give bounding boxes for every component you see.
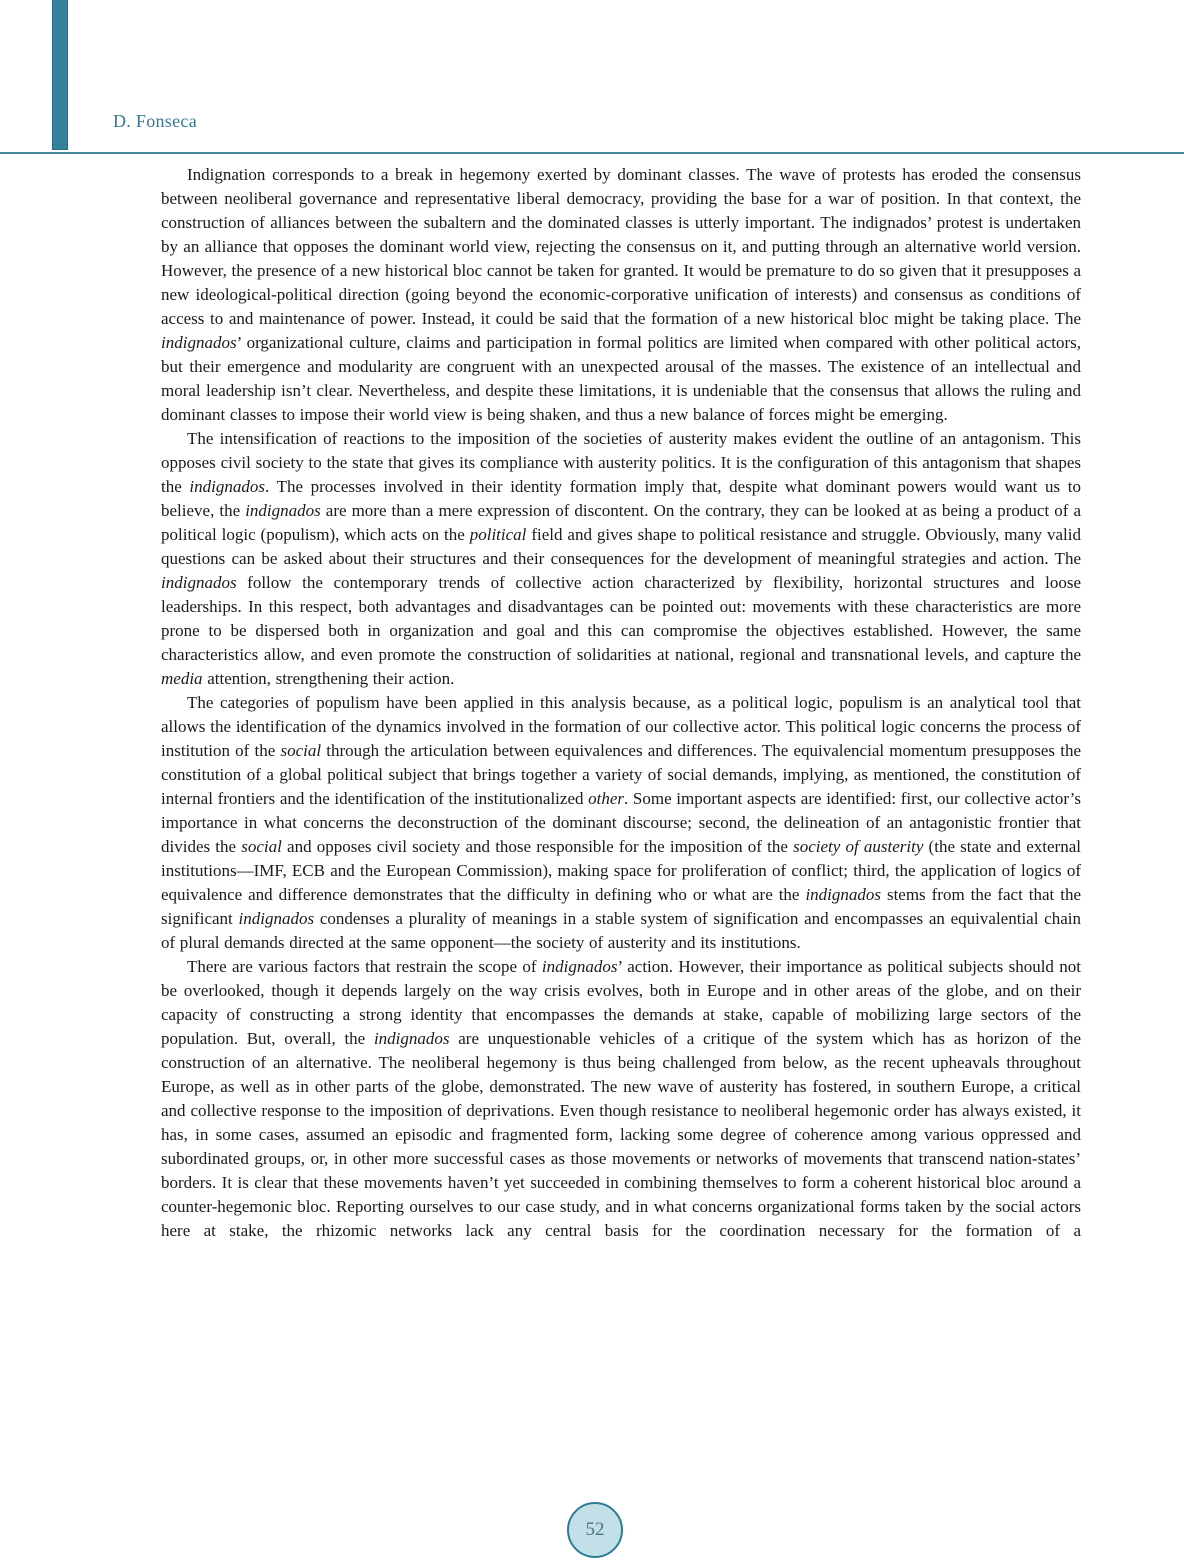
paragraph: There are various factors that restrain the scope of indignados’ action. However, their importance as political subjects should not be overlooked, though it depends largely on the way crisis evolves, both in Europe and in other areas of the globe, and on their capacity of constructing a strong identity that encompasses the demands at stake, capable of mobilizing large sectors of the population. But, overall, the indignados are unquestionable vehicles of a critique of the system which has as horizon of the construction of an alternative. The neoliberal hegemony is thus being challenged from below, as the recent upheavals throughout Europe, as well as in other parts of the globe, demonstrated. The new wave of austerity has fostered, in southern Europe, a critical and collective response to the imposition of deprivations. Even though resistance to neoliberal hegemonic order has always existed, it has, in some cases, assumed an episodic and fragmented form, lacking some degree of coherence among various oppressed and subordinated groups, or, in other more successful cases as those movements or networks of movements that transcend nation-states’ borders. It is clear that these movements haven’t yet succeeded in combining themselves to form a coherent historical bloc around a counter-hegemonic bloc. Reporting ourselves to our case study, and in what concerns organizational forms taken by the social actors here at stake, the rhizomic networks lack any central basis for the coordination necessary for the formation of a xyxy=(161,957,1081,1240)
page-body-text xyxy=(161,163,1081,1243)
header-accent-bar xyxy=(52,0,68,150)
running-header-author: D. Fonseca xyxy=(113,111,197,131)
page-number-badge xyxy=(567,1502,623,1558)
paragraph: The intensification of reactions to the imposition of the societies of austerity makes evident the outline of an antagonism. This opposes civil society to the state that gives its compliance with austerity politics. It is the configuration of this antagonism that shapes the indignados. The processes involved in their identity formation imply that, despite what dominant powers would want us to believe, the indignados are more than a mere expression of discontent. On the contrary, they can be looked at as being a product of a political logic (populism), which acts on the political field and gives shape to political resistance and struggle. Obviously, many valid questions can be asked about their structures and their consequences for the development of meaningful strategies and action. The indignados follow the contemporary trends of collective action characterized by flexibility, horizontal structures and loose leaderships. In this respect, both advantages and disadvantages can be pointed out: movements with these characteristics are more prone to be dispersed both in organization and goal and this can compromise the objectives established. However, the same characteristics allow, and even promote the construction of solidarities at national, regional and transnational levels, and capture the media attention, strengthening their action. xyxy=(161,429,1082,688)
page-number: 52 xyxy=(585,1519,605,1540)
header-rule xyxy=(0,152,1184,154)
paragraph: The categories of populism have been applied in this analysis because, as a political logic, populism is an analytical tool that allows the identification of the dynamics involved in the formation of our collective actor. This political logic concerns the process of institution of the social through the articulation between equivalences and differences. The equivalencial momentum presupposes the constitution of a global political subject that brings together a variety of social demands, implying, as mentioned, the constitution of internal frontiers and the identification of the institutionalized other. Some important aspects are identified: first, our collective actor’s importance in what concerns the deconstruction of the dominant discourse; second, the delineation of an antagonistic frontier that divides the social and opposes civil society and those responsible for the imposition of the society of austerity (the state and external institutions—IMF, ECB and the European Commission), making space for proliferation of conflict; third, the application of logics of equivalence and difference demonstrates that the difficulty in defining who or what are the indignados stems from the fact that the significant indignados condenses a plurality of meanings in a stable system of signification and encompasses an equivalential chain of plural demands directed at the same opponent—the society of austerity and its institutions. xyxy=(161,693,1081,952)
paragraph: Indignation corresponds to a break in hegemony exerted by dominant classes. The wave of protests has eroded the consensus between neoliberal governance and representative liberal democracy, providing the base for a war of position. In that context, the construction of alliances between the subaltern and the dominated classes is utterly important. The indignados’ protest is undertaken by an alliance that opposes the dominant world view, rejecting the consensus on it, and putting through an alternative world version. However, the presence of a new historical bloc cannot be taken for granted. It would be premature to do so given that it presupposes a new ideological-political direction (going beyond the economic-corporative unification of interests) and consensus as conditions of access to and maintenance of power. Instead, it could be said that the formation of a new historical bloc might be taking place. The indignados’ organizational culture, claims and participation in formal politics are limited when compared with other political actors, but their emergence and modularity are congruent with an unexpected arousal of the masses. The existence of an intellectual and moral leadership isn’t clear. Nevertheless, and despite these limitations, it is undeniable that the consensus that allows the ruling and dominant classes to impose their world view is being shaken, and thus a new balance of forces might be emerging. xyxy=(161,165,1082,424)
